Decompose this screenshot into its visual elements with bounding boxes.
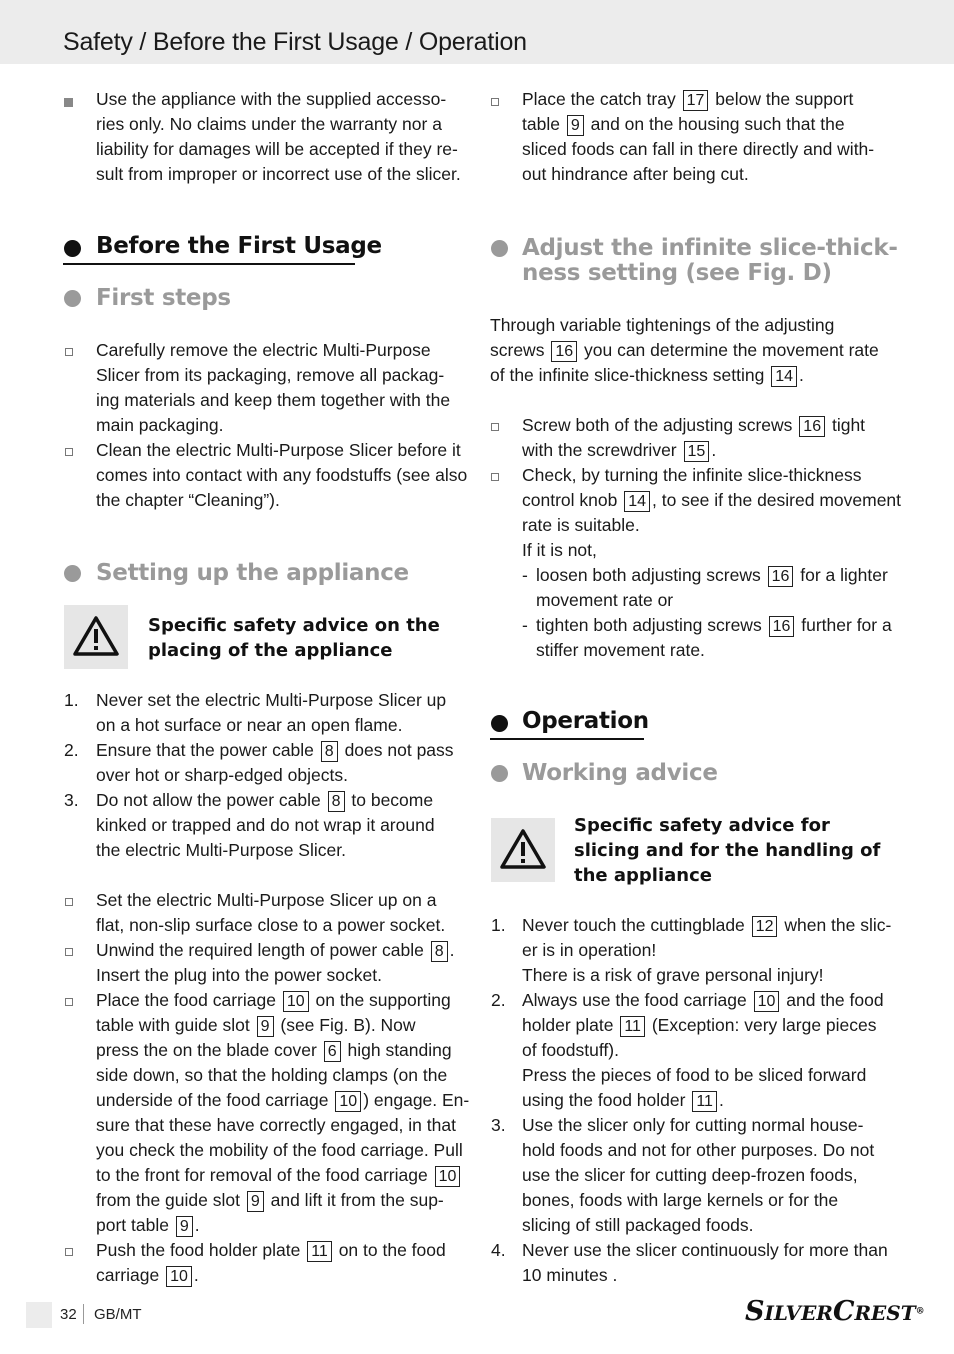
warning-text: Specific safety advice for slicing and for the handling of the appliance xyxy=(574,815,881,886)
silvercrest-logo: SILVERCREST® xyxy=(745,1296,925,1327)
adjust-paragraph: Through variable tightenings of the adjusting screws 16 you can determine the movement rate of the infinite slice-thickness setting 14 . xyxy=(490,315,879,385)
first-steps-item: Clean the electric Multi-Purpose Slicer before it comes into contact with any foodstuffs (see also the chapter “Cleaning”). xyxy=(96,440,468,510)
part-reference: 11 xyxy=(620,1016,645,1037)
footer-marker xyxy=(26,1302,52,1328)
part-reference: 16 xyxy=(769,616,795,637)
dash-bullet: - xyxy=(522,565,528,585)
part-reference: 6 xyxy=(324,1041,341,1062)
heading-underline xyxy=(63,263,355,265)
warning-box xyxy=(64,605,128,669)
numbered-item: Never use the slicer continuously for more than 10 minutes . xyxy=(522,1240,888,1285)
setup-item: Set the electric Multi-Purpose Slicer up on a flat, non-slip surface close to a power socket. xyxy=(96,890,446,935)
checkbox-bullet-icon xyxy=(65,1248,73,1256)
language-code: GB/MT xyxy=(94,1306,142,1323)
part-reference: 14 xyxy=(624,491,650,512)
numbered-item: Always use the food carriage 10 and the food holder plate 11 (Exception: very large pieces of foodstuff). Press the pieces of food to be sliced forward using the food holder 11 . xyxy=(522,990,884,1110)
checkbox-bullet-icon xyxy=(491,98,499,106)
numbered-item: Do not allow the power cable 8 to become kinked or trapped and do not wrap it around the electric Multi-Purpose Slicer. xyxy=(96,790,435,860)
part-reference: 9 xyxy=(176,1216,193,1237)
part-reference: 16 xyxy=(551,341,577,362)
heading-setting-up: Setting up the appliance xyxy=(96,560,409,586)
warning-text: Specific safety advice on the placing of the appliance xyxy=(148,615,440,661)
heading-first-steps: First steps xyxy=(96,285,231,311)
list-number: 1. xyxy=(491,915,506,935)
heading-working-advice: Working advice xyxy=(522,760,718,786)
part-reference: 10 xyxy=(435,1166,461,1187)
part-reference: 10 xyxy=(166,1266,192,1287)
dash-bullet: - xyxy=(522,615,528,635)
dash-item: loosen both adjusting screws 16 for a lighter movement rate or xyxy=(536,565,888,610)
page-number: 32 xyxy=(60,1306,77,1323)
warning-triangle-icon xyxy=(73,615,119,657)
heading-before-first-usage: Before the First Usage xyxy=(96,233,382,259)
checkbox-bullet-icon xyxy=(65,348,73,356)
heading-adjust-thickness: Adjust the infinite slice-thick- ness setting (see Fig. D) xyxy=(522,235,898,286)
square-bullet-icon xyxy=(64,98,73,107)
dash-item: tighten both adjusting screws 16 further for a stiffer movement rate. xyxy=(536,615,892,660)
part-reference: 16 xyxy=(768,566,794,587)
first-steps-item: Carefully remove the electric Multi-Purpose Slicer from its packaging, remove all packag- ing materials and keep them together with the main packaging. xyxy=(96,340,451,435)
subsection-bullet-icon xyxy=(64,290,81,307)
part-reference: 10 xyxy=(754,991,780,1012)
numbered-item: Ensure that the power cable 8 does not pass over hot or sharp-edged objects. xyxy=(96,740,454,785)
checkbox-bullet-icon xyxy=(491,473,499,481)
list-number: 2. xyxy=(491,990,506,1010)
part-reference: 8 xyxy=(431,941,448,962)
page-header xyxy=(0,0,954,64)
numbered-item: Never touch the cuttingblade 12 when the slic- er is in operation! There is a risk of grave personal injury! xyxy=(522,915,892,985)
part-reference: 16 xyxy=(799,416,825,437)
list-number: 3. xyxy=(64,790,79,810)
part-reference: 14 xyxy=(771,366,797,387)
warning-triangle-icon xyxy=(500,828,546,870)
part-reference: 8 xyxy=(321,741,338,762)
adjust-item: Check, by turning the infinite slice-thickness control knob 14 , to see if the desired movement rate is suitable. If it is not, xyxy=(522,465,902,560)
section-bullet-icon xyxy=(64,240,81,257)
checkbox-bullet-icon xyxy=(65,998,73,1006)
list-number: 4. xyxy=(491,1240,506,1260)
footer-divider xyxy=(83,1304,84,1324)
part-reference: 12 xyxy=(752,916,778,937)
part-reference: 11 xyxy=(692,1091,717,1112)
checkbox-bullet-icon xyxy=(65,448,73,456)
catch-tray-item: Place the catch tray 17 below the support table 9 and on the housing such that the sliced foods can fall in there directly and with- out hindrance after being cut. xyxy=(522,89,875,184)
part-reference: 8 xyxy=(328,791,345,812)
part-reference: 11 xyxy=(307,1241,332,1262)
adjust-item: Screw both of the adjusting screws 16 tight with the screwdriver 15 . xyxy=(522,415,866,460)
section-bullet-icon xyxy=(491,715,508,732)
list-number: 2. xyxy=(64,740,79,760)
numbered-item: Never set the electric Multi-Purpose Slicer up on a hot surface or near an open flame. xyxy=(96,690,447,735)
page-title: Safety / Before the First Usage / Operation xyxy=(63,28,527,56)
part-reference: 15 xyxy=(684,441,710,462)
setup-item: Push the food holder plate 11 on to the food carriage 10 . xyxy=(96,1240,446,1285)
part-reference: 9 xyxy=(567,115,584,136)
warning-box xyxy=(491,818,555,882)
list-number: 3. xyxy=(491,1115,506,1135)
heading-underline xyxy=(490,738,644,740)
checkbox-bullet-icon xyxy=(491,423,499,431)
intro-paragraph: Use the appliance with the supplied accesso- ries only. No claims under the warranty nor a liability for damages will be accepted if they re- sult from improper or incorrect use of the slicer. xyxy=(96,89,461,184)
checkbox-bullet-icon xyxy=(65,948,73,956)
setup-item: Unwind the required length of power cable 8 . Insert the plug into the power socket. xyxy=(96,940,455,985)
heading-operation: Operation xyxy=(522,708,649,734)
part-reference: 9 xyxy=(247,1191,264,1212)
numbered-item: Use the slicer only for cutting normal house- hold foods and not for other purposes. Do not use the slicer for cutting deep-frozen foods, bones, foods with large kernels or for the slicing of still packaged foods. xyxy=(522,1115,875,1235)
subsection-bullet-icon xyxy=(64,565,81,582)
part-reference: 10 xyxy=(283,991,309,1012)
list-number: 1. xyxy=(64,690,79,710)
checkbox-bullet-icon xyxy=(65,898,73,906)
subsection-bullet-icon xyxy=(491,765,508,782)
part-reference: 10 xyxy=(335,1091,361,1112)
part-reference: 9 xyxy=(257,1016,274,1037)
part-reference: 17 xyxy=(683,90,709,111)
subsection-bullet-icon xyxy=(491,240,508,257)
setup-item: Place the food carriage 10 on the supporting table with guide slot 9 (see Fig. B). Now press the on the blade cover 6 high standing side down, so that the holding clamps (on the underside of the food carriage 10 ) engage. En- sure that these have correctly engaged, in that you check the mobility of the food carriage. Pull to the front for removal of the food carriage 10 from the guide slot 9 and lift it from the sup- port table 9 . xyxy=(96,990,470,1235)
